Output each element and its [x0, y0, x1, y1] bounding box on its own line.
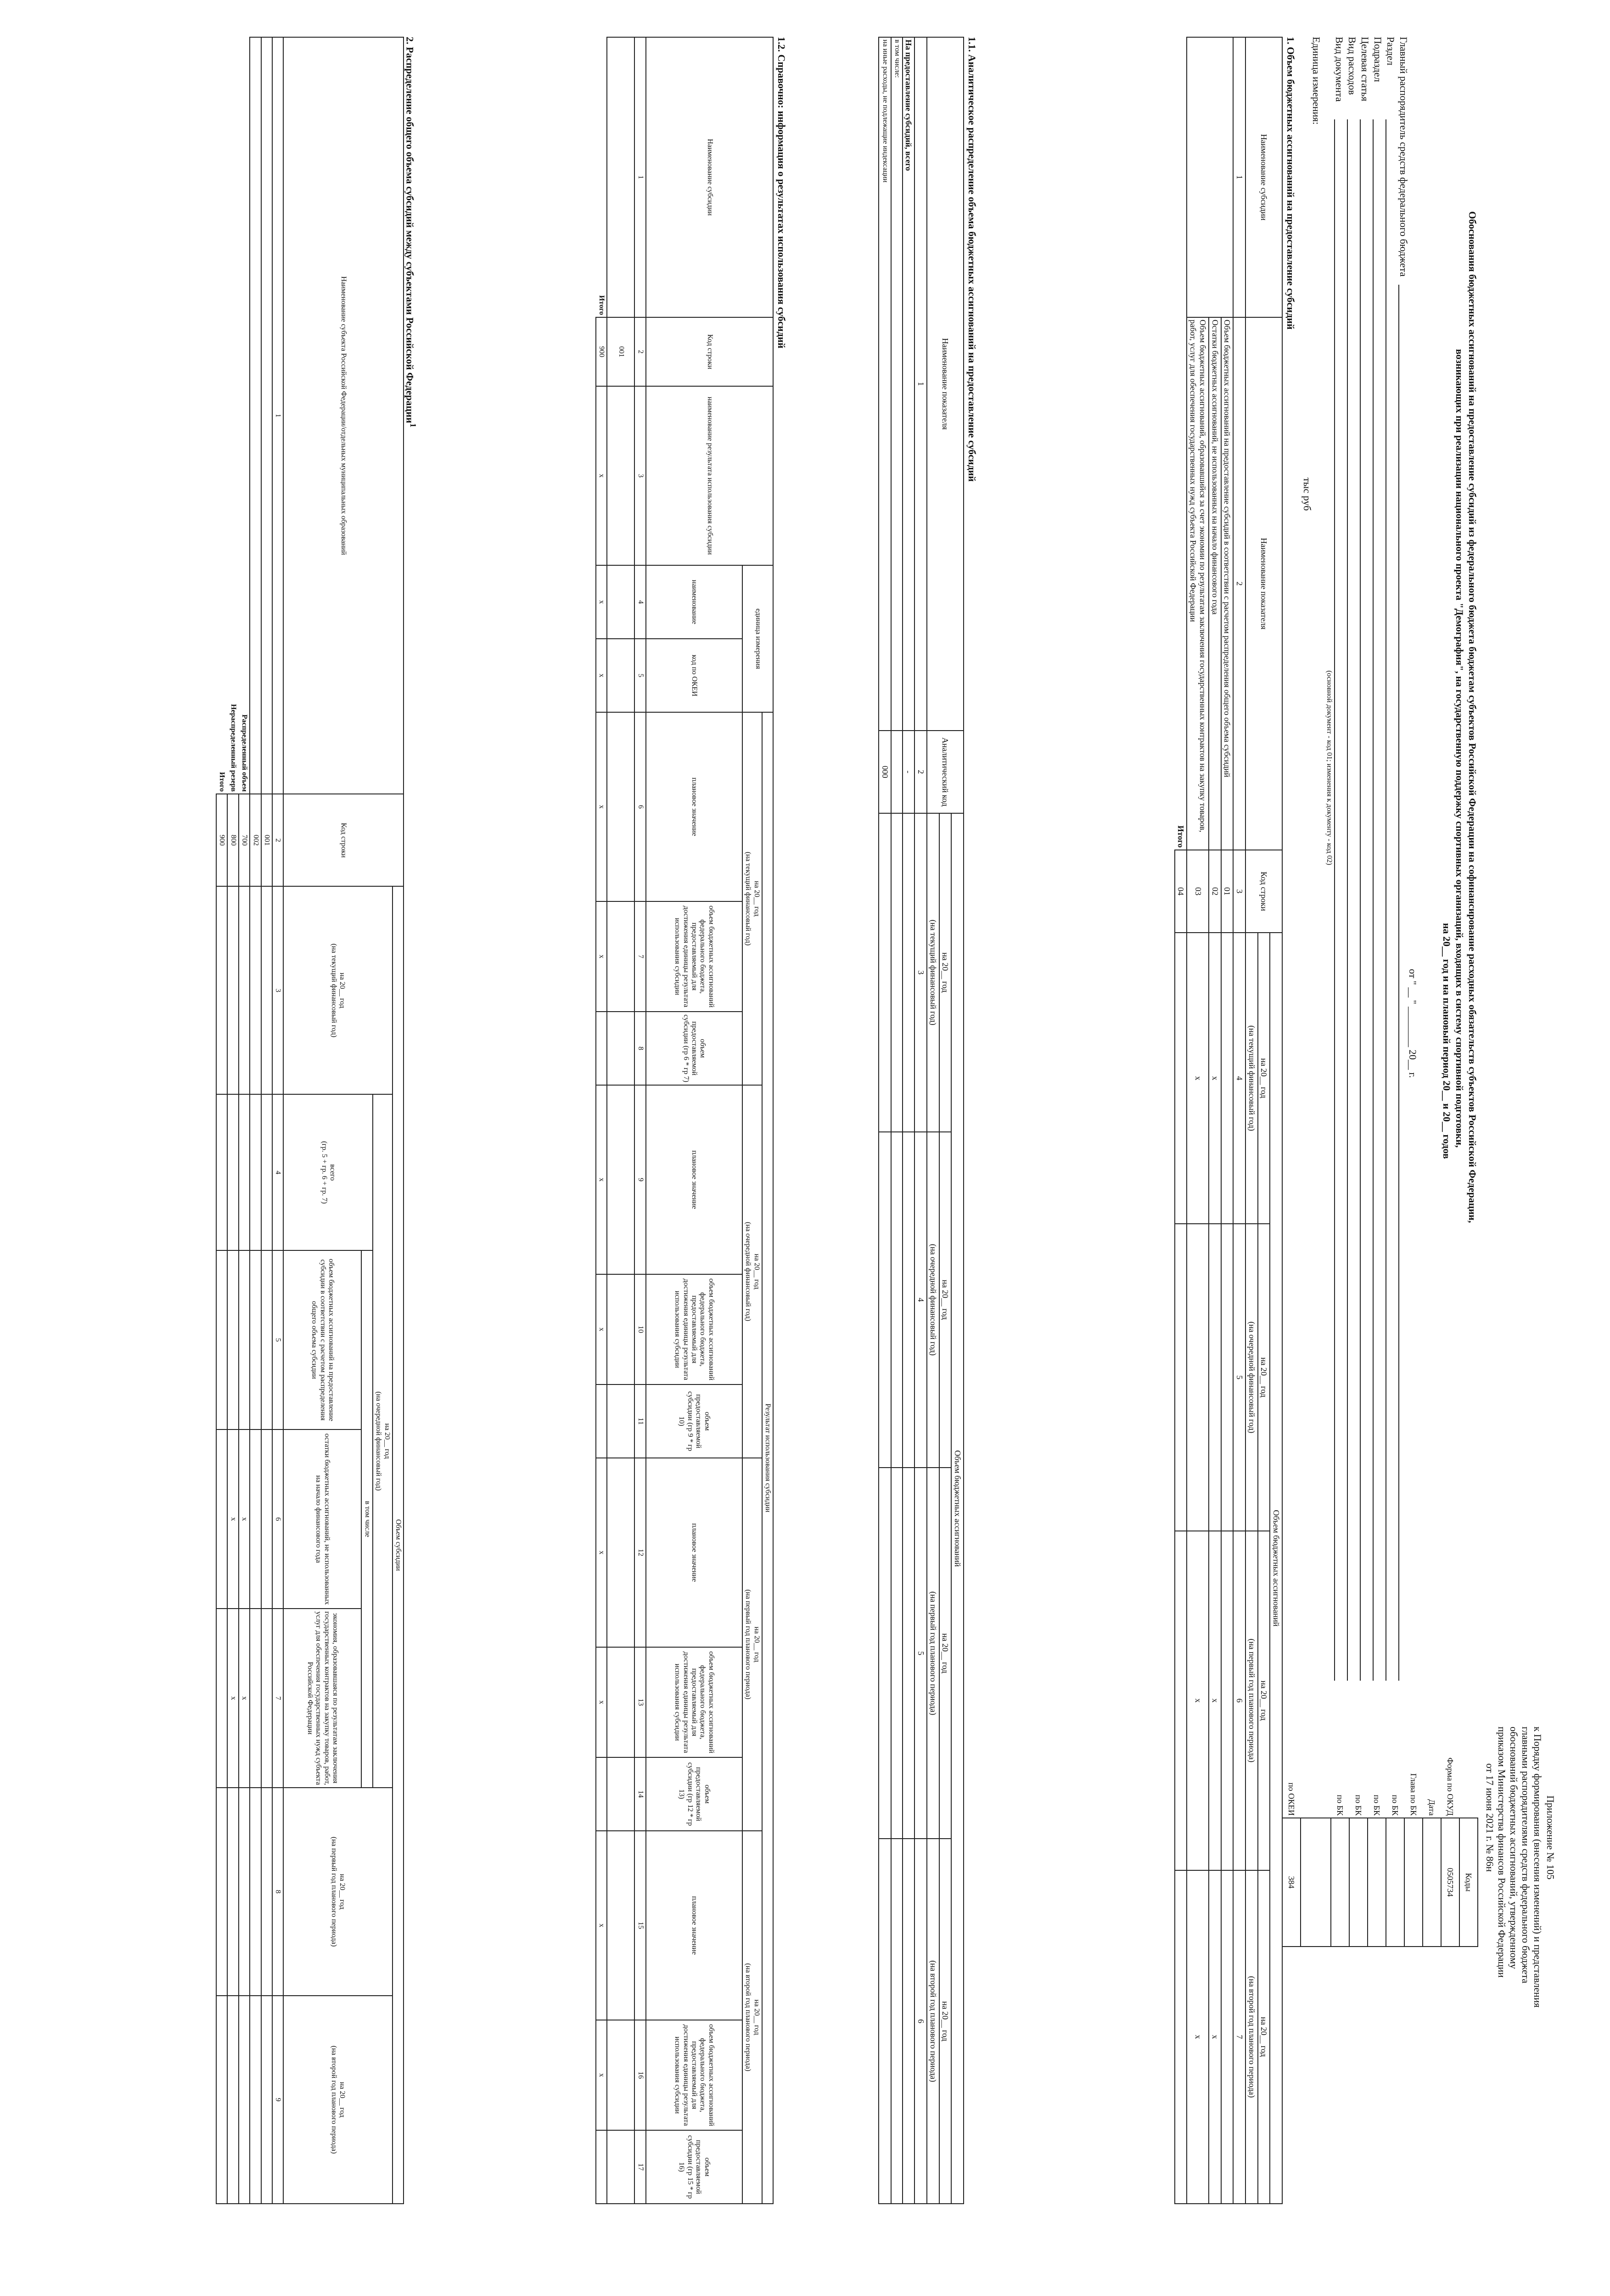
- cell-x: x: [596, 565, 607, 639]
- col-number: 4: [1233, 933, 1245, 1224]
- col-number: 1: [272, 37, 283, 794]
- year-sub: (на первый год планового периода): [330, 1836, 338, 1947]
- cell-x: x: [596, 1831, 607, 2020]
- row-name: Остатки бюджетных ассигнований, не использованных на начало финансового года: [1209, 317, 1221, 850]
- codes-value: [1423, 1818, 1441, 1947]
- codes-label: Дата: [1427, 1799, 1437, 1816]
- codes-label: по БК: [1391, 1795, 1400, 1816]
- cell-x: x: [596, 386, 607, 565]
- cell: [1221, 933, 1234, 1224]
- section12-title: 1.2. Справочно: информация о результатах использования субсидий: [776, 37, 787, 349]
- year-label: на 20__ год: [752, 1999, 761, 2035]
- total-label: Итого: [1175, 37, 1187, 850]
- codes-label: Форма по ОКУД: [1446, 1757, 1455, 1816]
- appendix-line: приказом Министерства финансов Российской Федерации: [1496, 1727, 1508, 1978]
- col-number: 2: [634, 317, 645, 386]
- row-name: на иные расходы, не подлежащие индексации: [879, 37, 891, 731]
- col-header: код по ОКЕИ: [646, 639, 742, 712]
- appendix-line: главными распорядителями средств федерального бюджета: [1520, 1727, 1531, 1983]
- cell-x: x: [596, 1085, 607, 1274]
- year-sub: (на текущий финансовый год): [330, 943, 338, 1038]
- year-sub: (на текущий финансовый год): [744, 851, 752, 946]
- footer-label: Итого: [218, 772, 226, 792]
- cell: x: [1209, 1870, 1221, 2204]
- col-number: 5: [634, 639, 645, 712]
- cell: x: [1187, 1870, 1209, 2204]
- col-header: Код строки: [283, 794, 404, 886]
- col-header: плановое значение: [646, 712, 742, 901]
- col-header: на 20__ год: [939, 1468, 952, 1839]
- field-label: Вид документа: [1334, 37, 1345, 102]
- col-number: 14: [634, 1757, 645, 1831]
- col-header: (на текущий финансовый год): [927, 813, 939, 1132]
- footnote-mark: 1: [409, 423, 418, 428]
- field-line: [1398, 285, 1399, 1681]
- row-code: 700: [239, 794, 250, 886]
- row-name: Объем бюджетных ассигнований, образовавшийся за счет экономии по результатам заключения государственных контрактов на закупку товаров, работ, услуг для обеспечения государственных нужд субъекта Российской Федерации: [1187, 317, 1209, 850]
- year-label: на 20__ год: [383, 1423, 391, 1459]
- row-code: 900: [216, 794, 227, 886]
- codes-label: по ОКЕИ: [1287, 1782, 1296, 1816]
- col-header: плановое значение: [646, 1831, 742, 2020]
- field-label: Целевая статья: [1359, 37, 1371, 101]
- table-row: [261, 37, 272, 2204]
- col-header: объем бюджетных ассигнований федерального бюджета, предоставляемый для достижения единицы результата использования субсидии: [646, 1274, 742, 1384]
- col-header: объем предоставляемой субсидии (гр 15 * гр 16): [646, 2130, 742, 2204]
- col-header: Наименование субсидии: [1245, 37, 1282, 317]
- cell: [1221, 1531, 1234, 1870]
- col-header: объем бюджетных ассигнований на предоставление субсидии в соответствии с расчетом распределения общего объема субсидии: [283, 1250, 361, 1429]
- cell: x: [1209, 1531, 1221, 1870]
- col-header: (на очередной финансовый год): [1245, 1224, 1258, 1531]
- col-number: 9: [634, 1085, 645, 1274]
- codes-value: [1386, 1818, 1404, 1947]
- col-header: (на второй год планового периода): [927, 1839, 939, 2204]
- cell-x: x: [596, 712, 607, 901]
- cell-x: x: [596, 639, 607, 712]
- row-code: 001: [607, 317, 634, 386]
- year-sub: (на очередной финансовый год): [744, 1221, 752, 1322]
- codes-value: [1331, 1818, 1349, 1947]
- col-number: 2: [1233, 317, 1245, 850]
- col-header: экономия, образовавшаяся по результатам заключения государственных контрактов на закупку товаров, работ, услуг для обеспечения государственных нужд субъекта Российской Федерации: [283, 1609, 361, 1788]
- codes-value: [1349, 1818, 1368, 1947]
- cell-x: x: [596, 901, 607, 1012]
- col-number: 12: [634, 1458, 645, 1647]
- col-header: остатки бюджетных ассигнований, не использованных на начало финансового года: [283, 1429, 361, 1609]
- row-code: 03: [1187, 850, 1209, 933]
- col-header: объем бюджетных ассигнований федерального бюджета, предоставляемый для достижения единицы результата использования субсидии: [646, 2020, 742, 2130]
- year-label: на 20__ год: [752, 1626, 761, 1662]
- row-name: Объем бюджетных ассигнований на предоставление субсидий в соответствии с расчетом распределения общего объема субсидий: [1221, 317, 1234, 850]
- total-label: Итого: [596, 37, 607, 317]
- appendix-line: обоснований бюджетных ассигнований, утвержденному: [1508, 1727, 1520, 1969]
- col-number: 3: [914, 813, 927, 1132]
- section1-table: [1174, 37, 1283, 2204]
- col-number: 6: [1233, 1531, 1245, 1870]
- col-header: единица измерения: [742, 565, 773, 712]
- col-header: на 20__ год: [1258, 1870, 1270, 2204]
- section2-title: [404, 37, 418, 428]
- col-header: на 20__ год: [939, 813, 952, 1132]
- row-code: 02: [1209, 850, 1221, 933]
- col-header: (на текущий финансовый год): [1245, 933, 1258, 1224]
- field-label: Вид расходов: [1346, 37, 1358, 95]
- col-header: Наименование субъекта Российской Федерации/отдельных муниципальных образований: [283, 37, 404, 794]
- doc-title: возникающих при реализации национального проекта "Демография", на государственную поддержку спортивных организаций, входящих в систему спортивной подготовки,: [1454, 349, 1465, 1148]
- col-number: 16: [634, 2020, 645, 2130]
- col-number: 1: [914, 37, 927, 731]
- year-label: на 20__ год: [338, 2082, 347, 2118]
- table-row: [1187, 37, 1209, 2204]
- cell: x: [1187, 933, 1209, 1224]
- col-header: (на первый год планового периода): [927, 1468, 939, 1839]
- col-header: объем предоставляемой субсидии (гр 9 * гр 10): [646, 1384, 742, 1458]
- col-number: 3: [634, 386, 645, 565]
- col-number: 8: [272, 1788, 283, 1996]
- codes-table: [1282, 1708, 1478, 1947]
- table-row: [1221, 37, 1234, 2204]
- row-code: 002: [250, 794, 261, 886]
- col-number: 4: [272, 1094, 283, 1250]
- row-code: 900: [596, 317, 607, 386]
- codes-value: 384: [1282, 1818, 1301, 1947]
- table-row: [891, 37, 902, 2204]
- col-header: в том числе: [361, 1250, 372, 1788]
- col-header: на 20__ год: [939, 1839, 952, 2204]
- section2-table: [216, 37, 404, 2204]
- appendix-title: Приложение № 105: [1545, 1795, 1556, 1880]
- col-number: 5: [1233, 1224, 1245, 1531]
- row-code: 800: [227, 794, 238, 886]
- col-number: 9: [272, 1996, 283, 2204]
- year-sub: (на второй год планового периода): [744, 1963, 752, 2071]
- col-number: 2: [272, 794, 283, 886]
- col-number: 13: [634, 1647, 645, 1757]
- table-row-footer: [216, 37, 227, 2204]
- field-line: [1373, 119, 1374, 1681]
- field-label: Раздел: [1385, 37, 1397, 66]
- field-label: Единица измерения:: [1311, 37, 1322, 125]
- col-header: (на очередной финансовый год): [927, 1132, 939, 1468]
- table-row-footer: [239, 37, 250, 2204]
- section11-table: [878, 37, 964, 2204]
- col-number: 1: [634, 37, 645, 317]
- codes-label: по БК: [1354, 1795, 1363, 1816]
- codes-label: по БК: [1335, 1795, 1345, 1816]
- cell: x: [1187, 1531, 1209, 1870]
- row-code: 001: [261, 794, 272, 886]
- col-number: 5: [272, 1250, 283, 1429]
- footer-label: Распределенный объем: [239, 37, 250, 794]
- row-code: [891, 731, 902, 813]
- col-number: 6: [914, 1839, 927, 2204]
- col-header: на 20__ год: [1258, 933, 1270, 1224]
- section2-title-text: 2. Распределение общего объема субсидий между субъектами Российской Федерации: [404, 37, 416, 423]
- col-header: объем бюджетных ассигнований федерального бюджета, предоставляемый для достижения единицы результата использования субсидии: [646, 1647, 742, 1757]
- year-label: на 20__ год: [752, 881, 761, 917]
- col-number: 5: [914, 1468, 927, 1839]
- col-header: плановое значение: [646, 1085, 742, 1274]
- year-label: на 20__ год: [752, 1254, 761, 1289]
- col-number: 7: [1233, 1870, 1245, 2204]
- col-number: 3: [272, 886, 283, 1094]
- doc-kind-note: (основной документ - код 01; изменения к документу - код 02): [1325, 670, 1333, 865]
- col-header: Результат использования субсидии: [762, 712, 773, 2204]
- col-header: объем предоставляемой субсидии (гр 12 * гр 13): [646, 1757, 742, 1831]
- table-row-total: [596, 37, 607, 2204]
- col-header: Наименование субсидии: [646, 37, 773, 317]
- col-number: 2: [914, 731, 927, 813]
- field-label: Главный распорядитель средств федерального бюджета: [1398, 37, 1409, 277]
- field-line: [1360, 119, 1361, 1681]
- col-header: наименование: [646, 565, 742, 639]
- table-row-total: [1175, 37, 1187, 2204]
- col-number: 17: [634, 2130, 645, 2204]
- table-row: [607, 37, 634, 2204]
- section1-title: 1. Объем бюджетных ассигнований на предоставление субсидий: [1285, 37, 1296, 330]
- cell-x: x: [596, 1458, 607, 1647]
- col-header: (на второй год планового периода): [1245, 1870, 1258, 2204]
- col-header: плановое значение: [646, 1458, 742, 1647]
- codes-label: Глава по БК: [1409, 1773, 1419, 1816]
- section12-table: [595, 37, 774, 2204]
- row-code: 04: [1175, 850, 1187, 933]
- col-header: объем предоставляемой субсидии (гр 6 * гр 7): [646, 1012, 742, 1085]
- row-code: 01: [1221, 850, 1234, 933]
- col-number: 1: [1233, 37, 1245, 317]
- codes-value: [1368, 1818, 1386, 1947]
- cell: [1187, 1224, 1209, 1531]
- codes-value: [1404, 1818, 1423, 1947]
- col-number: 4: [914, 1132, 927, 1468]
- col-number: 3: [1233, 850, 1245, 933]
- codes-label: по БК: [1372, 1795, 1382, 1816]
- col-number: 10: [634, 1274, 645, 1384]
- cell: [1221, 1224, 1234, 1531]
- cell-x: x: [239, 1429, 250, 1609]
- col-number: 6: [634, 712, 645, 901]
- col-number: 15: [634, 1831, 645, 2020]
- year-sub: (на первый год планового периода): [744, 1589, 752, 1699]
- col-header: Код строки: [1245, 850, 1282, 933]
- document-sheet: [9, 28, 1570, 2278]
- year-label: на 20__ год: [338, 973, 347, 1008]
- col-header: на 20__ год: [1258, 1224, 1270, 1531]
- field-line: [1347, 119, 1348, 1681]
- row-name: в том числе:: [891, 37, 902, 731]
- cell-x: x: [239, 1609, 250, 1788]
- col-header: Объем бюджетных ассигнований: [1270, 933, 1282, 2204]
- col-header: Объем бюджетных ассигнований: [951, 813, 964, 2204]
- col-header: наименование результата использования субсидии: [646, 386, 773, 565]
- cell-x: x: [227, 1609, 238, 1788]
- row-name: На предоставление субсидий, всего: [903, 37, 915, 731]
- unit-value: тыс руб: [1301, 478, 1313, 511]
- field-line: [1334, 119, 1335, 1681]
- section11-title: 1.1. Аналитическое распределение объема бюджетных ассигнований на предоставление субсидий: [966, 37, 978, 482]
- cell: x: [1209, 933, 1221, 1224]
- footer-label: Нераспределенный резерв: [229, 704, 237, 792]
- year-sub: (на второй год планового периода): [330, 2045, 338, 2154]
- col-number: 7: [634, 901, 645, 1012]
- col-header: Наименование показателя: [1245, 317, 1282, 850]
- row-code: 000: [879, 731, 891, 813]
- col-header: Аналитический код: [927, 731, 964, 813]
- year-sub: (на очередной финансовый год): [375, 1391, 383, 1491]
- col-number: 6: [272, 1429, 283, 1609]
- col-number: 7: [272, 1609, 283, 1788]
- col-number: 8: [634, 1012, 645, 1085]
- doc-date: от " __ " ________ 20__ г.: [1407, 969, 1419, 1078]
- field-label: Подраздел: [1372, 37, 1384, 82]
- col-header: объем бюджетных ассигнований федерального бюджета, предоставляемый для достижения единицы результата использования субсидии: [646, 901, 742, 1012]
- col-header: на 20__ год: [1258, 1531, 1270, 1870]
- doc-title: на 20__ год и на плановый период 20__ и 20__ годов: [1441, 923, 1453, 1159]
- col-header: на 20__ год: [939, 1132, 952, 1468]
- col-header: (на первый год планового периода): [1245, 1531, 1258, 1870]
- col-header: Объем субсидии: [393, 886, 404, 2204]
- col-header: Код строки: [646, 317, 773, 386]
- table-row: [879, 37, 891, 2204]
- col-number: 11: [634, 1384, 645, 1458]
- table-row: [1209, 37, 1221, 2204]
- table-row: [903, 37, 915, 2204]
- col-header: Наименование показателя: [927, 37, 964, 731]
- cell: [1209, 1224, 1221, 1531]
- codes-header: Коды: [1459, 1818, 1478, 1947]
- table-row: [250, 37, 261, 2204]
- appendix-line: от 17 июня 2021 г. № 86н: [1484, 1763, 1496, 1872]
- cell: [1221, 1870, 1234, 2204]
- year-label: на 20__ год: [338, 1874, 347, 1910]
- appendix-line: к Порядку формирования (внесения изменений) и представления: [1532, 1727, 1543, 2008]
- col-header: (гр. 5 + гр. 6 + гр. 7): [320, 1141, 328, 1204]
- cell-x: x: [596, 1274, 607, 1384]
- cell-x: x: [596, 1647, 607, 1757]
- codes-value: 0505734: [1441, 1818, 1459, 1947]
- doc-title: Обоснования бюджетных ассигнований на предоставление субсидий из федерального бюджета бюджетам субъектов Российской Федерации на софинансирование расходных обязательств субъектов Российской Федерации,: [1467, 211, 1478, 1223]
- col-number: 4: [634, 565, 645, 639]
- cell-x: x: [227, 1429, 238, 1609]
- cell-x: x: [596, 2020, 607, 2130]
- col-header: всего: [329, 1164, 337, 1181]
- table-row-footer: [227, 37, 238, 2204]
- row-code: -: [903, 731, 915, 813]
